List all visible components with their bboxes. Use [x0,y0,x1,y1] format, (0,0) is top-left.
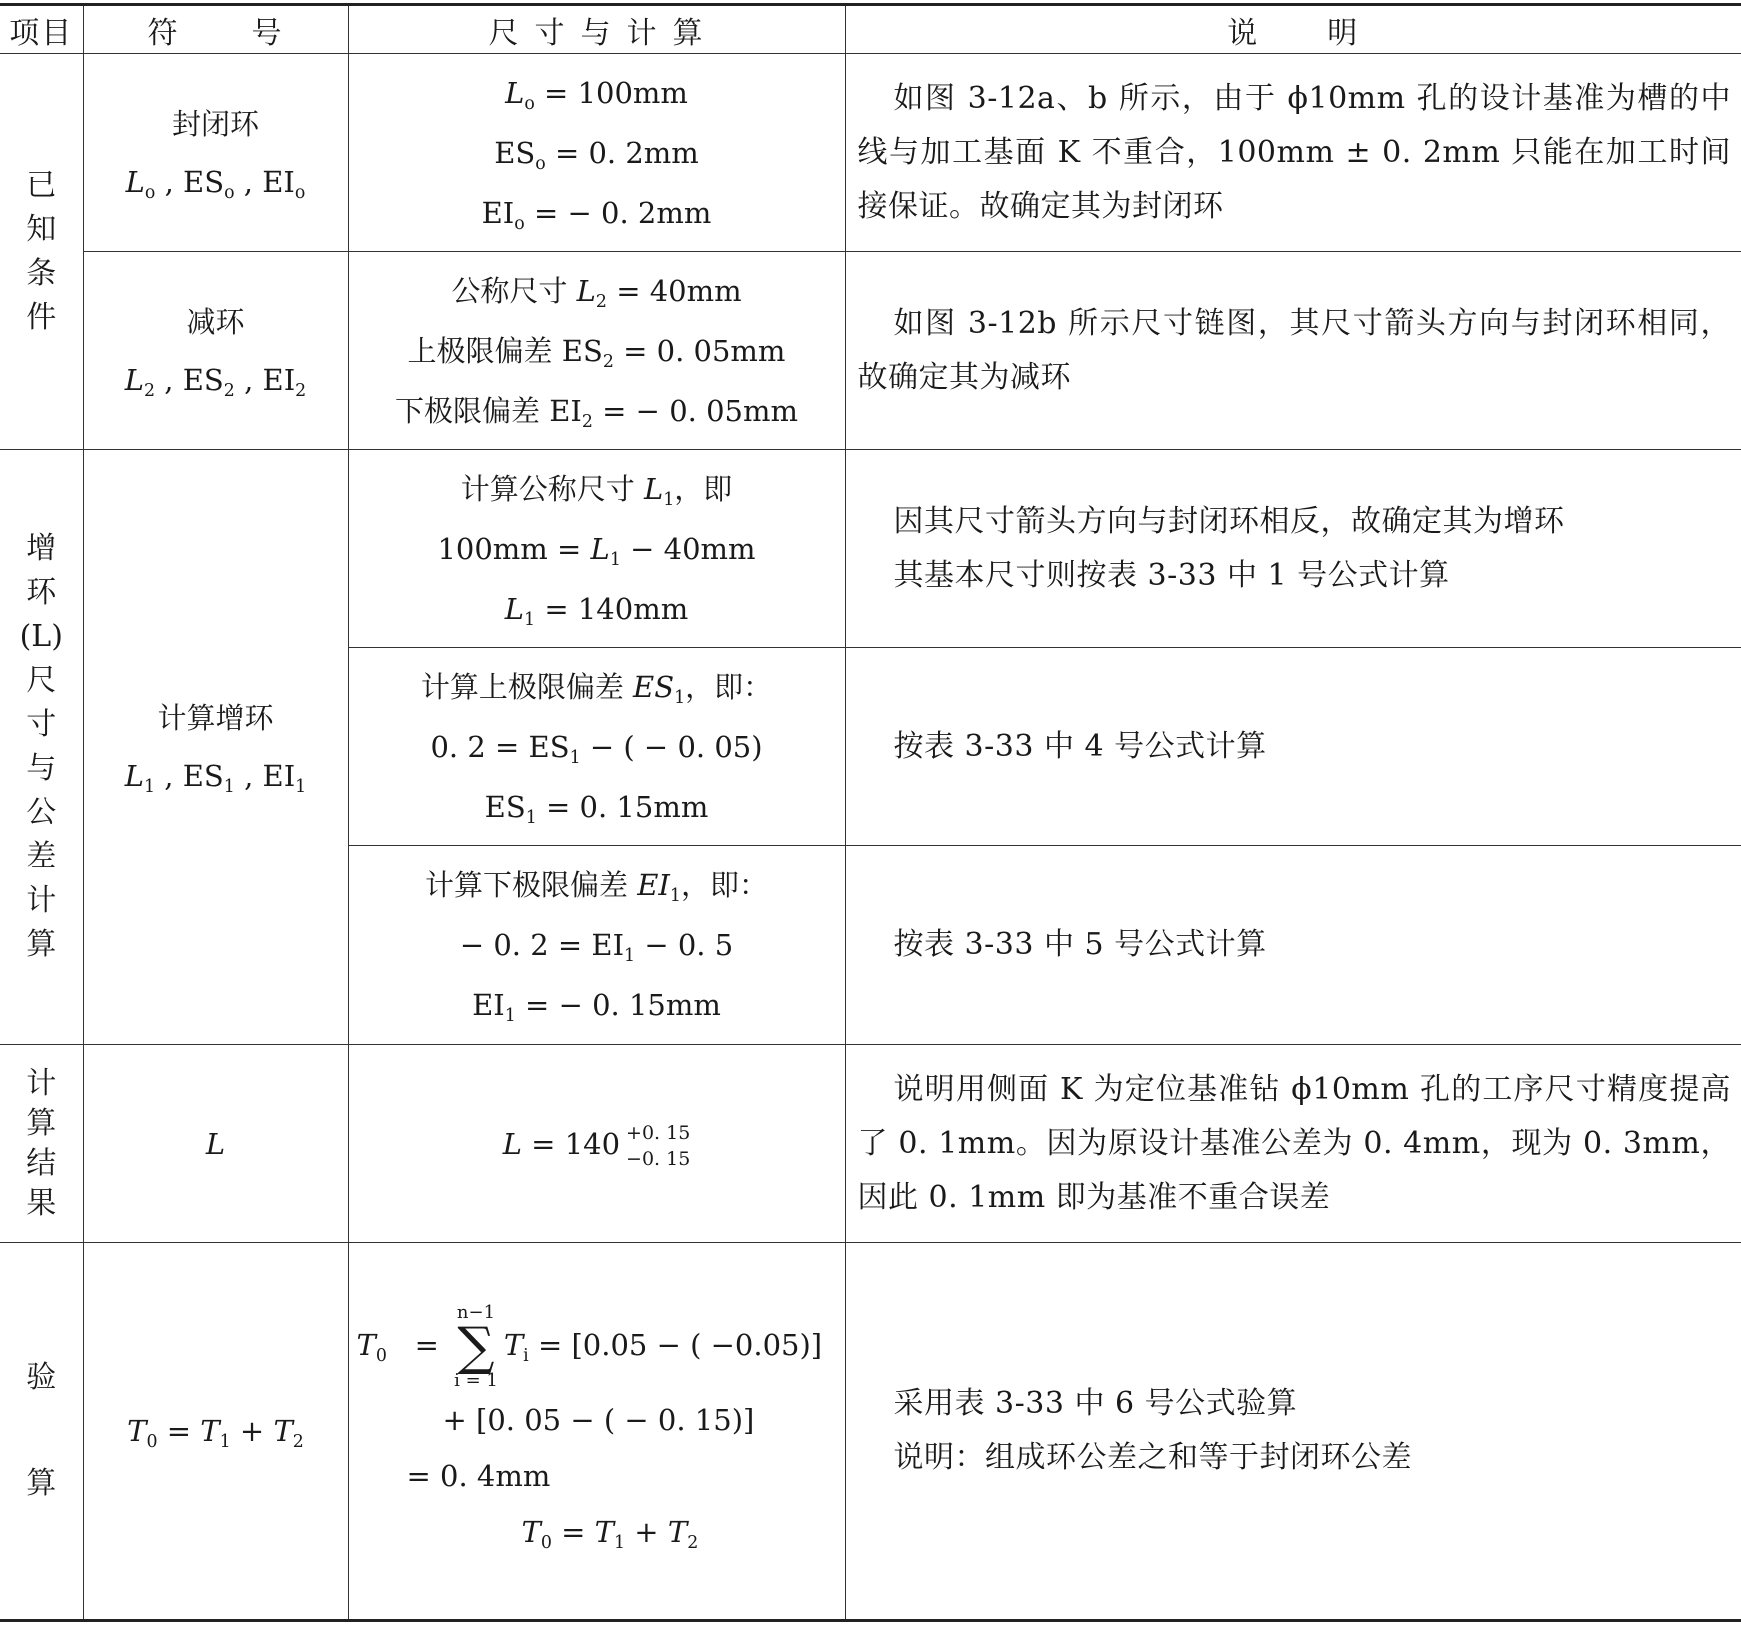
symbol-formula: $T_0 = T_1 + T_2$ [127,1414,304,1452]
category-char: 计 [26,1065,57,1101]
category-char: 寸 [26,707,57,742]
dimension-chain-table [0,3,1741,1622]
symbol-title: 计算增环 [157,701,274,735]
symbol-title: 封闭环 [171,106,259,141]
header-explanation [845,5,1741,54]
calc-line: + [0. 05 − ( − 0. 15)] [442,1403,755,1437]
explain-text: 按表 3-33 中 5 号公式计算 [893,927,1267,962]
explain-text: 说明用侧面 K 为定位基准钻 ϕ10mm 孔的工序尺寸精度提高了 0. 1mm。因为原设计基准公差为 0. 4mm，现为 0. 3mm，因此 0. 1mm 即为基准不重合误差 [857,1071,1731,1215]
calc-result: L = 140 +0. 15 −0. 15 [348,1045,845,1243]
calc-line: $ES_1 = 0$. 15mm [484,789,709,828]
header-row [0,5,1741,54]
calc-reducing-ring [348,252,845,450]
header-calc-char: 计 [626,15,659,51]
calc-line: $L_1 = 140mm$ [504,591,689,630]
category-char: 公 [26,795,57,830]
calc-line: 0. $2 = ES_1$ − ( − 0. 05) [430,729,763,768]
category-verification [0,1243,83,1621]
row-closed-ring [0,54,1741,252]
category-char: 算 [26,1466,57,1501]
calc-line: 计算下极限偏差 $EI_1$，即： [425,868,768,906]
calc-line: 下极限偏差 $EI_2$ = − 0. 05mm [395,393,798,432]
calc-line: 计算上极限偏差 $ES_1$，即： [420,669,773,708]
category-char: 件 [26,299,57,335]
explain-closed-ring [845,54,1741,252]
row-reducing-ring [0,252,1741,450]
calc-line: 计算公称尺寸 $L_1$，即 [460,471,733,510]
symbol-reducing-ring [83,252,348,450]
calc-lower-deviation [348,846,845,1045]
row-result [0,1045,1741,1243]
category-char: 结 [26,1145,57,1181]
calc-line: $EI_o$ = − 0. 2mm [481,195,712,234]
calc-line: $T_0 = n-1$ ∑ $i = 1T_i = [0.05$ − ( −0.05)] [356,1302,823,1391]
result-value: = 140 [531,1126,621,1161]
explain-lower-deviation [845,846,1741,1045]
explain-text: 如图 3-12a、b 所示，由于 ϕ10mm 孔的设计基准为槽的中线与加工基面 K 不重合，100mm ± 0. 2mm 只能在加工时间接保证。故确定其为封闭环 [857,80,1731,224]
explain-text: 因其尺寸箭头方向与封闭环相反，故确定其为增环 [893,503,1565,539]
category-char: 已 [26,167,57,203]
calc-line: $100mm = L_1 - 40mm$ [437,531,756,570]
calc-line: − 0. $2 = EI_1 - 0$. 5 [459,928,734,966]
header-symbol-a: 符 [147,15,180,51]
calc-closed-ring [348,54,845,252]
explain-result [845,1045,1741,1243]
result-tolerance [626,1120,690,1172]
tolerance-lower: −0. 15 [626,1147,691,1170]
header-calc-char: 寸 [534,15,567,51]
explain-reducing-ring [845,252,1741,450]
category-char: 算 [26,1105,57,1141]
category-char: (L) [19,619,63,654]
calc-verification [348,1243,845,1621]
header-calc-char: 与 [580,15,613,51]
header-explain-b: 明 [1327,15,1360,51]
symbol-formula: $L_o$ , $ES_o$ , $EI_o$ [125,164,306,203]
symbol-formula: L [205,1126,226,1161]
category-char: 知 [26,211,57,247]
sigma-sum: n−1 ∑ i = 1 [454,1302,498,1391]
calc-line: 上极限偏差 $ES_2 = 0$. 05mm [407,333,786,372]
explain-text: 如图 3-12b 所示尺寸链图，其尺寸箭头方向与封闭环相同，故确定其为减环 [857,305,1731,395]
category-char: 与 [26,751,57,786]
calc-line: $EI_1$ = − 0. 15mm [472,988,721,1026]
calc-line: $L_o = 100mm$ [505,75,688,114]
header-symbol [83,5,348,54]
category-char: 果 [26,1185,57,1221]
header-item: 项目 [0,5,83,54]
category-char: 增 [26,531,57,566]
category-char: 尺 [26,663,57,698]
explain-nominal-size [845,450,1741,648]
header-calc-char: 算 [672,15,705,51]
category-char: 计 [26,883,57,918]
calc-nominal-size [348,450,845,648]
header-symbol-b: 号 [251,15,284,51]
calc-upper-deviation [348,648,845,846]
symbol-increasing-ring [83,450,348,1045]
header-calc-char: 尺 [488,15,521,51]
explain-upper-deviation [845,648,1741,846]
explain-verification [845,1243,1741,1621]
category-char: 差 [26,839,57,874]
symbol-formula: $L_2$ , $ES_2$ , $EI_2$ [124,362,307,401]
explain-text: 说明：组成环公差之和等于封闭环公差 [893,1440,1412,1475]
category-result [0,1045,83,1243]
symbol-result [83,1045,348,1243]
calc-line: = 0. 4mm [406,1459,551,1493]
header-explain-a: 说 [1227,15,1260,51]
category-char: 条 [26,255,57,291]
header-calculation [348,5,845,54]
category-known-conditions [0,54,83,450]
category-char: 验 [26,1360,57,1395]
calc-line: $ES_o = 0$. 2mm [494,135,699,174]
calc-line: $T_0 = T_1 + T_2$ [521,1515,699,1553]
symbol-formula: $L_1$ , $ES_1$ , $EI_1$ [124,759,307,797]
explain-text: 采用表 3-33 中 6 号公式验算 [893,1386,1298,1421]
explain-text: 按表 3-33 中 4 号公式计算 [893,728,1267,764]
tolerance-upper: +0. 15 [626,1121,691,1144]
calc-line: 公称尺寸 $L_2 = 40mm$ [451,273,742,312]
category-char: 环 [26,575,57,610]
row-nominal-size [0,450,1741,648]
symbol-closed-ring [83,54,348,252]
symbol-title: 减环 [186,304,245,339]
symbol-verification [83,1243,348,1621]
row-verification [0,1243,1741,1621]
category-increasing-ring [0,450,83,1045]
explain-text: 其基本尺寸则按表 3-33 中 1 号公式计算 [893,557,1450,593]
category-char: 算 [26,927,57,962]
